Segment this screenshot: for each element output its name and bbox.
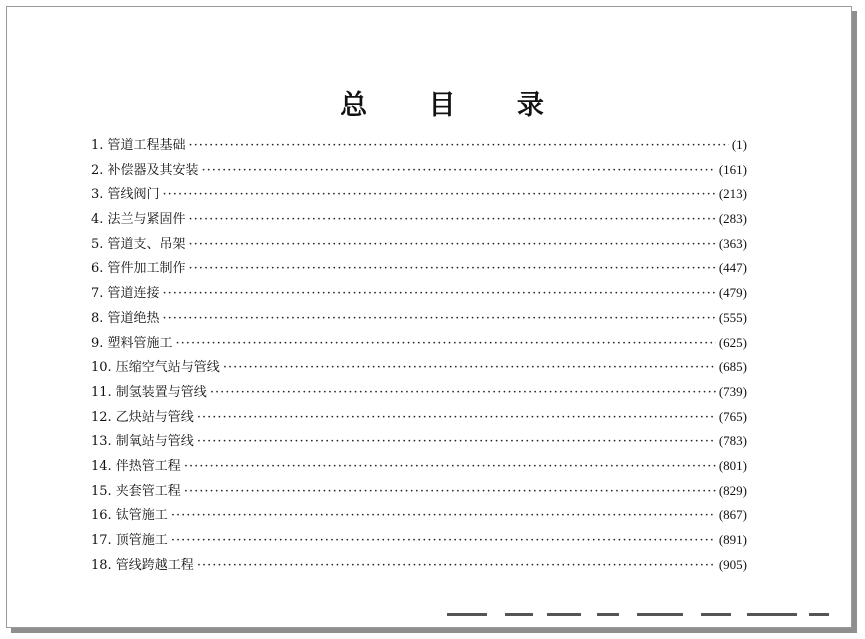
toc-entry-page: (739) bbox=[718, 383, 747, 399]
toc-entry-label: 14. 伴热管工程 bbox=[91, 458, 181, 474]
toc-entry-page: (625) bbox=[718, 334, 747, 350]
toc-entry bbox=[91, 529, 747, 554]
table-of-contents bbox=[91, 134, 747, 578]
toc-entry bbox=[91, 233, 747, 258]
dot-leader bbox=[184, 459, 716, 474]
document-page bbox=[6, 6, 852, 628]
toc-entry bbox=[91, 208, 747, 233]
toc-entry-label: 9. 塑料管施工 bbox=[91, 335, 173, 351]
toc-entry-label: 12. 乙炔站与管线 bbox=[91, 409, 194, 425]
toc-entry bbox=[91, 554, 747, 579]
toc-entry-label: 13. 制氧站与管线 bbox=[91, 434, 194, 450]
toc-entry-page: (891) bbox=[718, 532, 747, 547]
toc-entry-page: (1) bbox=[731, 137, 747, 152]
toc-entry bbox=[91, 159, 747, 184]
toc-entry-page: (213) bbox=[718, 186, 747, 202]
toc-entry-page: (555) bbox=[718, 309, 747, 325]
toc-entry bbox=[91, 455, 747, 480]
dot-leader bbox=[171, 533, 716, 548]
dot-leader bbox=[202, 163, 716, 178]
dot-leader bbox=[189, 237, 716, 252]
toc-entry bbox=[91, 480, 747, 505]
dot-leader bbox=[163, 286, 716, 301]
toc-entry-label: 10. 压缩空气站与管线 bbox=[91, 360, 220, 376]
dot-leader bbox=[223, 360, 716, 375]
toc-entry-label: 17. 顶管施工 bbox=[91, 533, 168, 548]
scan-artifact-marks bbox=[447, 613, 837, 619]
toc-entry bbox=[91, 430, 747, 455]
dot-leader bbox=[163, 187, 716, 202]
toc-entry-page: (479) bbox=[718, 285, 747, 301]
toc-entry bbox=[91, 406, 747, 431]
page-title: 总 目 录 bbox=[340, 90, 570, 121]
toc-entry-label: 6. 管件加工制作 bbox=[91, 261, 186, 277]
toc-entry-page: (801) bbox=[718, 457, 747, 473]
dot-leader bbox=[189, 138, 729, 153]
toc-entry-page: (829) bbox=[718, 482, 747, 498]
toc-entry-label: 2. 补偿器及其安装 bbox=[91, 162, 199, 178]
toc-entry bbox=[91, 332, 747, 357]
toc-entry-page: (765) bbox=[718, 408, 747, 424]
dot-leader bbox=[163, 311, 716, 326]
toc-entry bbox=[91, 134, 747, 159]
toc-entry bbox=[91, 504, 747, 529]
dot-leader bbox=[197, 410, 716, 425]
toc-entry-label: 11. 制氢装置与管线 bbox=[91, 384, 207, 400]
toc-entry-label: 8. 管道绝热 bbox=[91, 310, 160, 326]
toc-entry-page: (447) bbox=[718, 260, 747, 276]
dot-leader bbox=[176, 336, 716, 351]
toc-entry-page: (783) bbox=[718, 433, 747, 449]
toc-entry bbox=[91, 282, 747, 307]
dot-leader bbox=[171, 508, 716, 523]
toc-entry-page: (867) bbox=[718, 507, 747, 523]
toc-entry bbox=[91, 307, 747, 332]
toc-entry-label: 5. 管道支、吊架 bbox=[91, 236, 186, 252]
toc-entry-page: (161) bbox=[718, 161, 747, 177]
toc-entry bbox=[91, 356, 747, 381]
toc-entry-label: 1. 管道工程基础 bbox=[91, 138, 186, 153]
dot-leader bbox=[197, 434, 716, 449]
toc-entry-label: 7. 管道连接 bbox=[91, 286, 160, 302]
toc-entry-page: (685) bbox=[718, 359, 747, 375]
toc-entry-label: 4. 法兰与紧固件 bbox=[91, 212, 186, 228]
toc-entry-label: 15. 夹套管工程 bbox=[91, 483, 181, 499]
dot-leader bbox=[184, 484, 716, 499]
toc-entry bbox=[91, 183, 747, 208]
toc-entry-page: (905) bbox=[718, 556, 747, 572]
toc-entry-page: (283) bbox=[718, 211, 747, 227]
dot-leader bbox=[189, 261, 716, 276]
dot-leader bbox=[210, 385, 716, 400]
toc-entry-page: (363) bbox=[718, 235, 747, 251]
dot-leader bbox=[197, 558, 716, 573]
toc-entry-label: 18. 管线跨越工程 bbox=[91, 557, 194, 573]
dot-leader bbox=[189, 212, 716, 227]
toc-entry bbox=[91, 381, 747, 406]
toc-entry-label: 3. 管线阀门 bbox=[91, 187, 160, 203]
toc-entry bbox=[91, 257, 747, 282]
toc-entry-label: 16. 钛管施工 bbox=[91, 508, 168, 524]
